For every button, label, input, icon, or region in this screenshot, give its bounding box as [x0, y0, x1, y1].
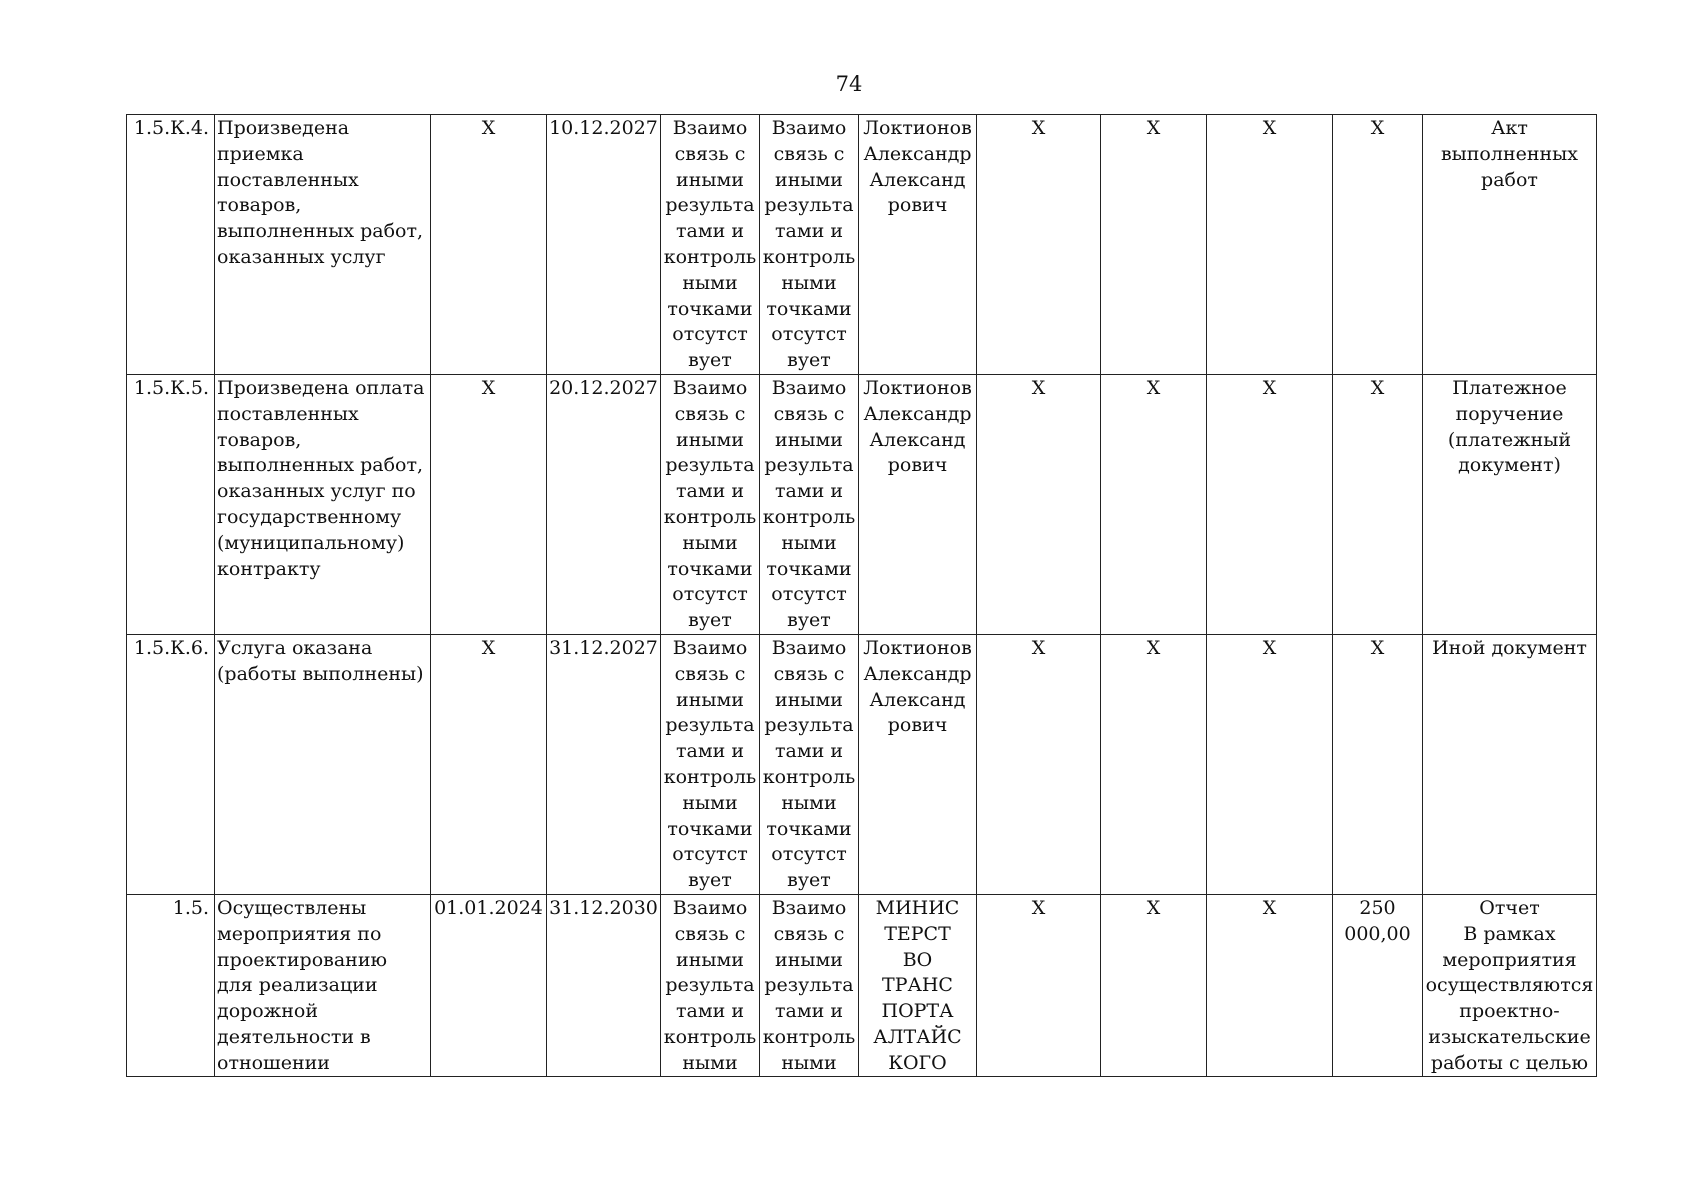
start-date: 01.01.2024: [431, 894, 547, 1077]
x-cell: Х: [1101, 634, 1207, 894]
amount-cell: Х: [1333, 115, 1423, 375]
responsible-person: Локтионов Александр Александ рович: [859, 634, 977, 894]
end-date: 10.12.2027: [547, 115, 661, 375]
x-cell: Х: [977, 115, 1101, 375]
result-name: Осуществлены мероприятия по проектированию для реализации дорожной деятельности в отношении: [215, 894, 431, 1077]
predecessor-link: Взаимо связь с иными результа тами и контроль ными точками отсутст вует: [661, 115, 760, 375]
start-date: Х: [431, 374, 547, 634]
end-date: 20.12.2027: [547, 374, 661, 634]
result-name: Услуга оказана (работы выполнены): [215, 634, 431, 894]
successor-link: Взаимо связь с иными результа тами и контроль ными: [760, 894, 859, 1077]
amount-cell: 250 000,00: [1333, 894, 1423, 1077]
x-cell: Х: [1207, 374, 1333, 634]
amount-cell: Х: [1333, 374, 1423, 634]
row-number: 1.5.К.6.: [127, 634, 215, 894]
row-number: 1.5.: [127, 894, 215, 1077]
x-cell: Х: [1207, 634, 1333, 894]
x-cell: Х: [1101, 115, 1207, 375]
responsible-person: МИНИС ТЕРСТ ВО ТРАНС ПОРТА АЛТАЙС КОГО: [859, 894, 977, 1077]
start-date: Х: [431, 115, 547, 375]
responsible-person: Локтионов Александр Александ рович: [859, 374, 977, 634]
x-cell: Х: [977, 374, 1101, 634]
document-type: Отчет В рамках мероприятия осуществляются проектно- изыскательские работы с целью: [1423, 894, 1597, 1077]
document-type: Акт выполненных работ: [1423, 115, 1597, 375]
table-row: [127, 115, 1597, 375]
successor-link: Взаимо связь с иными результа тами и контроль ными точками отсутст вует: [760, 374, 859, 634]
row-number: 1.5.К.5.: [127, 374, 215, 634]
responsible-person: Локтионов Александр Александ рович: [859, 115, 977, 375]
start-date: Х: [431, 634, 547, 894]
result-name: Произведена приемка поставленных товаров, выполненных работ, оказанных услуг: [215, 115, 431, 375]
amount-cell: Х: [1333, 634, 1423, 894]
successor-link: Взаимо связь с иными результа тами и контроль ными точками отсутст вует: [760, 634, 859, 894]
document-type: Платежное поручение (платежный документ): [1423, 374, 1597, 634]
table-row: [127, 374, 1597, 634]
row-number: 1.5.К.4.: [127, 115, 215, 375]
table-row: [127, 634, 1597, 894]
table-row: [127, 894, 1597, 1077]
x-cell: Х: [1101, 894, 1207, 1077]
x-cell: Х: [977, 894, 1101, 1077]
document-type: Иной документ: [1423, 634, 1597, 894]
x-cell: Х: [1101, 374, 1207, 634]
predecessor-link: Взаимо связь с иными результа тами и контроль ными: [661, 894, 760, 1077]
predecessor-link: Взаимо связь с иными результа тами и контроль ными точками отсутст вует: [661, 374, 760, 634]
x-cell: Х: [1207, 894, 1333, 1077]
x-cell: Х: [977, 634, 1101, 894]
result-name: Произведена оплата поставленных товаров, выполненных работ, оказанных услуг по государственному (муниципальному) контракту: [215, 374, 431, 634]
predecessor-link: Взаимо связь с иными результа тами и контроль ными точками отсутст вует: [661, 634, 760, 894]
plan-table: [126, 114, 1597, 1077]
page-number: 74: [835, 72, 863, 96]
x-cell: Х: [1207, 115, 1333, 375]
successor-link: Взаимо связь с иными результа тами и контроль ными точками отсутст вует: [760, 115, 859, 375]
end-date: 31.12.2027: [547, 634, 661, 894]
end-date: 31.12.2030: [547, 894, 661, 1077]
